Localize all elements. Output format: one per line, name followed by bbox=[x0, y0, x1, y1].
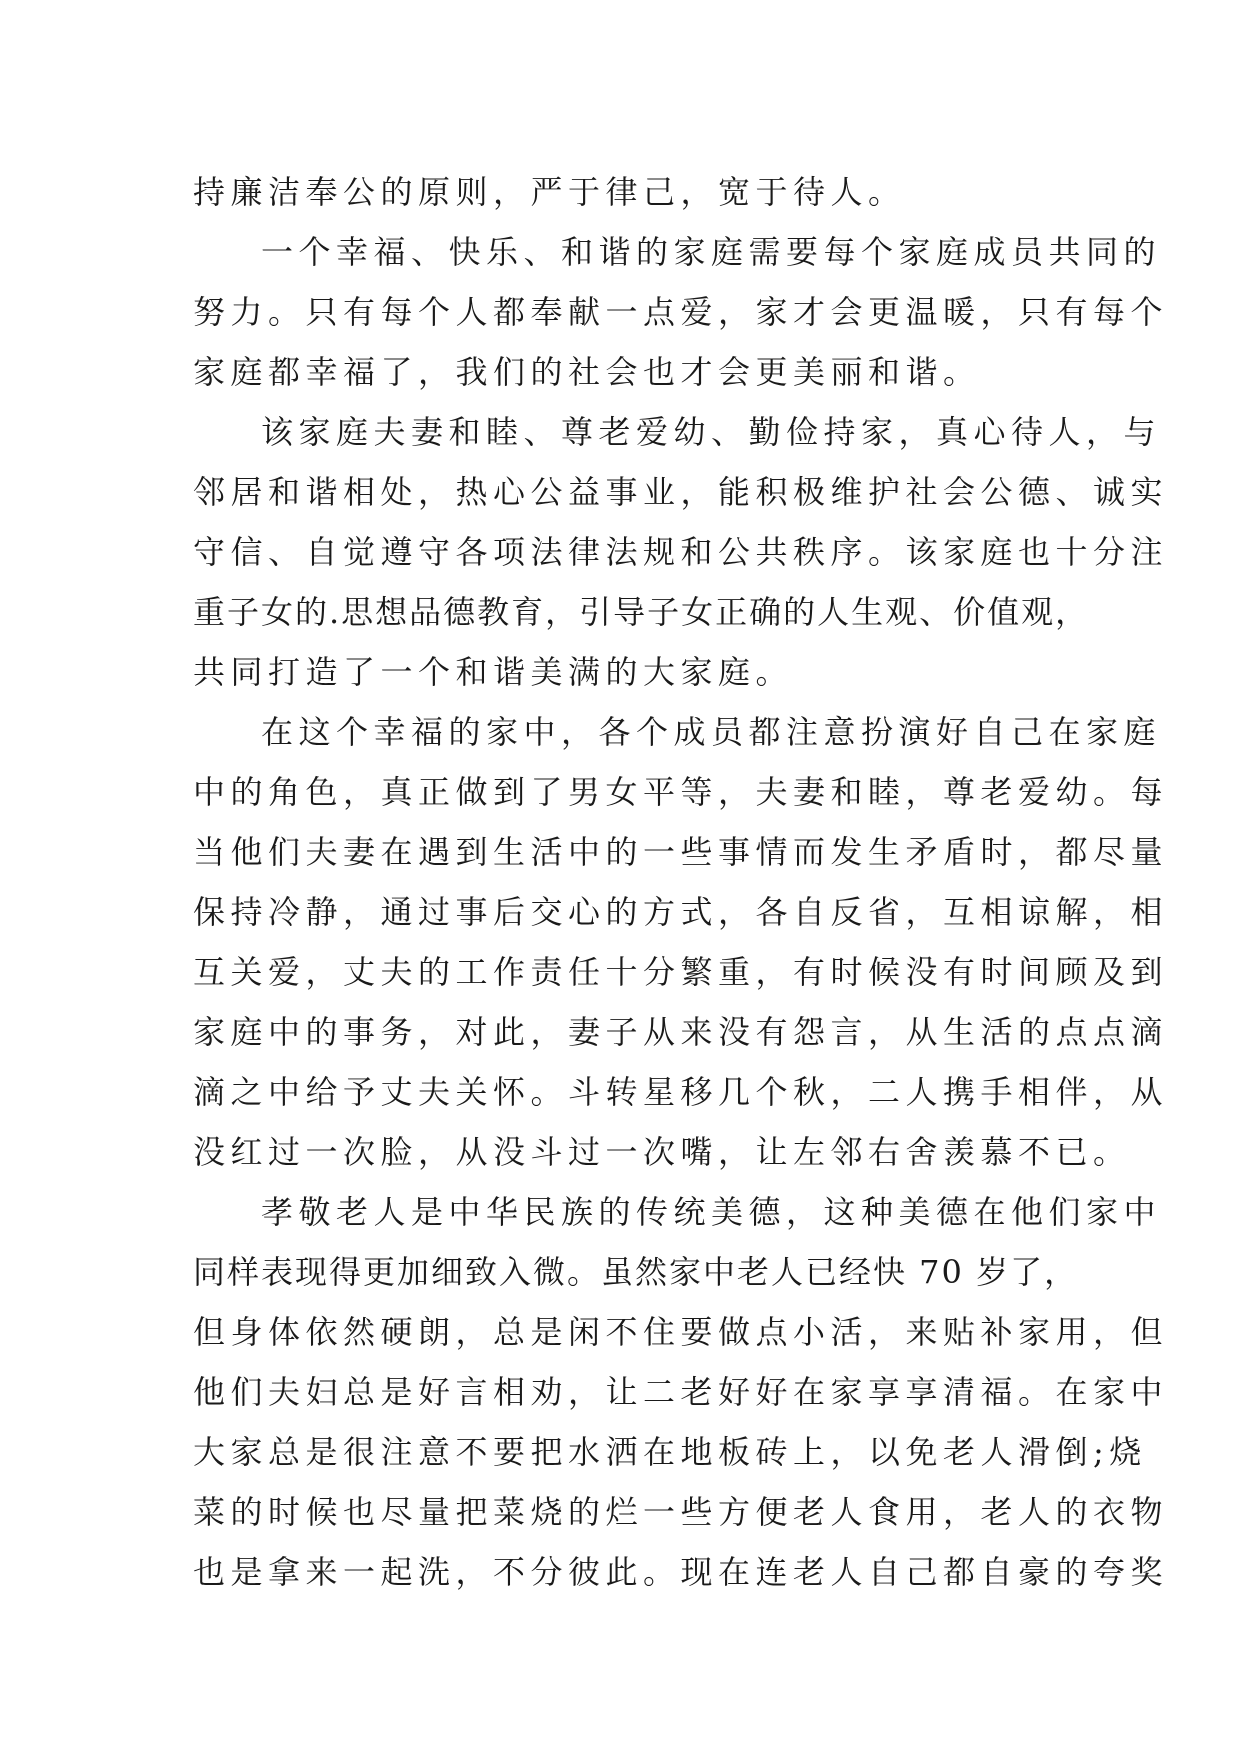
paragraph-start-line: 该家庭夫妻和睦、尊老爱幼、勤俭持家，真心待人，与 bbox=[261, 413, 1162, 451]
text-line: 中的角色，真正做到了男女平等，夫妻和睦，尊老爱幼。每 bbox=[193, 773, 1169, 811]
text-line: 共同打造了一个和谐美满的大家庭。 bbox=[193, 653, 794, 691]
text-line: 保持冷静，通过事后交心的方式，各自反省，互相谅解，相 bbox=[193, 893, 1169, 931]
text-line: 滴之中给予丈夫关怀。斗转星移几个秋，二人携手相伴，从 bbox=[193, 1073, 1169, 1111]
paragraph-start-line: 一个幸福、快乐、和谐的家庭需要每个家庭成员共同的 bbox=[261, 233, 1162, 271]
text-line: 当他们夫妻在遇到生活中的一些事情而发生矛盾时，都尽量 bbox=[193, 833, 1169, 871]
paragraph-start-line: 在这个幸福的家中，各个成员都注意扮演好自己在家庭 bbox=[261, 713, 1162, 751]
text-line: 但身体依然硬朗，总是闲不住要做点小活，来贴补家用，但 bbox=[193, 1313, 1169, 1351]
text-line: 重子女的.思想品德教育，引导子女正确的人生观、价值观， bbox=[193, 593, 1090, 631]
text-line: 持廉洁奉公的原则，严于律己，宽于待人。 bbox=[193, 173, 906, 211]
text-line: 努力。只有每个人都奉献一点爱，家才会更温暖，只有每个 bbox=[193, 293, 1169, 331]
text-line: 没红过一次脸，从没斗过一次嘴，让左邻右舍羡慕不已。 bbox=[193, 1133, 1131, 1171]
text-line: 他们夫妇总是好言相劝，让二老好好在家享享清福。在家中 bbox=[193, 1373, 1169, 1411]
text-line: 家庭中的事务，对此，妻子从来没有怨言，从生活的点点滴 bbox=[193, 1013, 1169, 1051]
text-line: 守信、自觉遵守各项法律法规和公共秩序。该家庭也十分注 bbox=[193, 533, 1169, 571]
paragraph-start-line: 孝敬老人是中华民族的传统美德，这种美德在他们家中 bbox=[261, 1193, 1162, 1231]
text-line: 邻居和谐相处，热心公益事业，能积极维护社会公德、诚实 bbox=[193, 473, 1169, 511]
text-line: 家庭都幸福了，我们的社会也才会更美丽和谐。 bbox=[193, 353, 981, 391]
text-line: 同样表现得更加细致入微。虽然家中老人已经快 70 岁了， bbox=[193, 1253, 1079, 1291]
text-line: 也是拿来一起洗，不分彼此。现在连老人自己都自豪的夸奖 bbox=[193, 1553, 1169, 1591]
body-text bbox=[193, 162, 1169, 1602]
text-line: 菜的时候也尽量把菜烧的烂一些方便老人食用，老人的衣物 bbox=[193, 1493, 1169, 1531]
text-line: 互关爱，丈夫的工作责任十分繁重，有时候没有时间顾及到 bbox=[193, 953, 1169, 991]
text-line: 大家总是很注意不要把水洒在地板砖上，以免老人滑倒;烧 bbox=[193, 1433, 1147, 1471]
